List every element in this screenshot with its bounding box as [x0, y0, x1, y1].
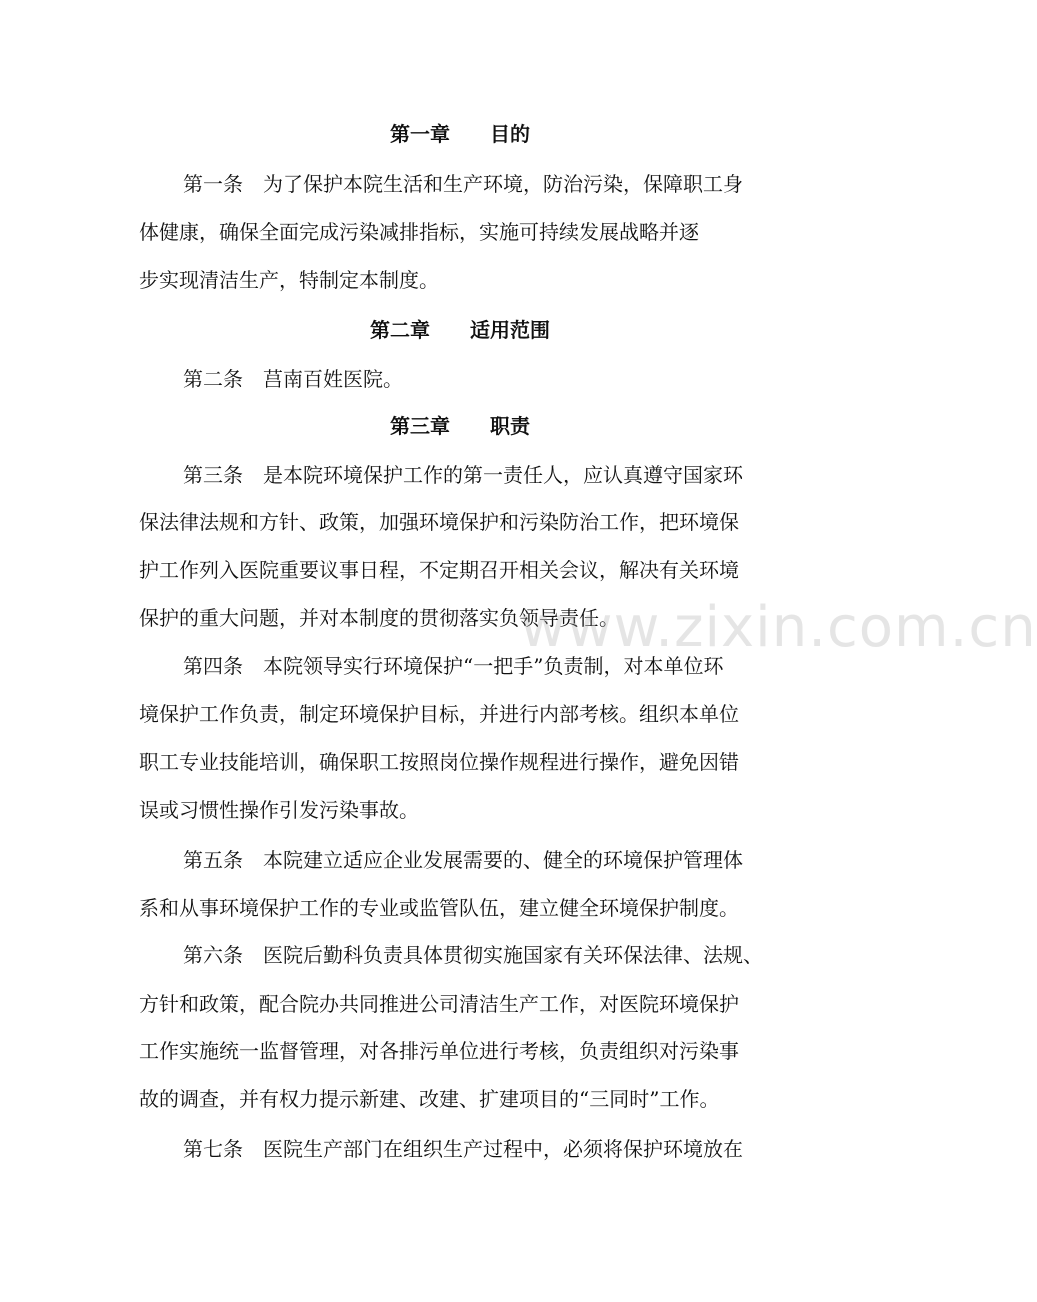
article-1-line-3: 步实现清洁生产，特制定本制度。	[139, 268, 439, 292]
chapter-3-heading: 第三章 职责	[390, 414, 530, 438]
article-5-line-2: 系和从事环境保护工作的专业或监管队伍，建立健全环境保护制度。	[139, 896, 739, 920]
article-6-line-2: 方针和政策，配合院办共同推进公司清洁生产工作，对医院环境保护	[139, 992, 739, 1016]
article-4-line-3: 职工专业技能培训，确保职工按照岗位操作规程进行操作，避免因错	[139, 750, 739, 774]
article-1-line-1: 第一条 为了保护本院生活和生产环境，防治污染，保障职工身	[183, 172, 743, 196]
chapter-1-heading: 第一章 目的	[390, 122, 530, 146]
article-7-line-1: 第七条 医院生产部门在组织生产过程中，必须将保护环境放在	[183, 1137, 743, 1161]
article-4-line-4: 误或习惯性操作引发污染事故。	[139, 798, 419, 822]
watermark: www.zixin.com.cn	[520, 595, 1037, 660]
article-4-line-2: 境保护工作负责，制定环境保护目标，并进行内部考核。组织本单位	[139, 702, 739, 726]
article-3-line-3: 护工作列入医院重要议事日程，不定期召开相关会议，解决有关环境	[139, 558, 739, 582]
article-6-line-4: 故的调查，并有权力提示新建、改建、扩建项目的“三同时”工作。	[139, 1087, 720, 1111]
article-3-line-4: 保护的重大问题，并对本制度的贯彻落实负领导责任。	[139, 606, 619, 630]
chapter-2-heading: 第二章 适用范围	[370, 318, 550, 342]
article-3-line-1: 第三条 是本院环境保护工作的第一责任人，应认真遵守国家环	[183, 463, 743, 487]
article-6-line-3: 工作实施统一监督管理，对各排污单位进行考核，负责组织对污染事	[139, 1039, 739, 1063]
article-4-line-1: 第四条 本院领导实行环境保护“一把手”负责制，对本单位环	[183, 654, 724, 678]
article-1-line-2: 体健康，确保全面完成污染减排指标，实施可持续发展战略并逐	[139, 220, 699, 244]
article-3-line-2: 保法律法规和方针、政策，加强环境保护和污染防治工作，把环境保	[139, 510, 739, 534]
article-6-line-1: 第六条 医院后勤科负责具体贯彻实施国家有关环保法律、法规、	[183, 943, 763, 967]
article-5-line-1: 第五条 本院建立适应企业发展需要的、健全的环境保护管理体	[183, 848, 743, 872]
article-2-line-1: 第二条 莒南百姓医院。	[183, 367, 403, 391]
